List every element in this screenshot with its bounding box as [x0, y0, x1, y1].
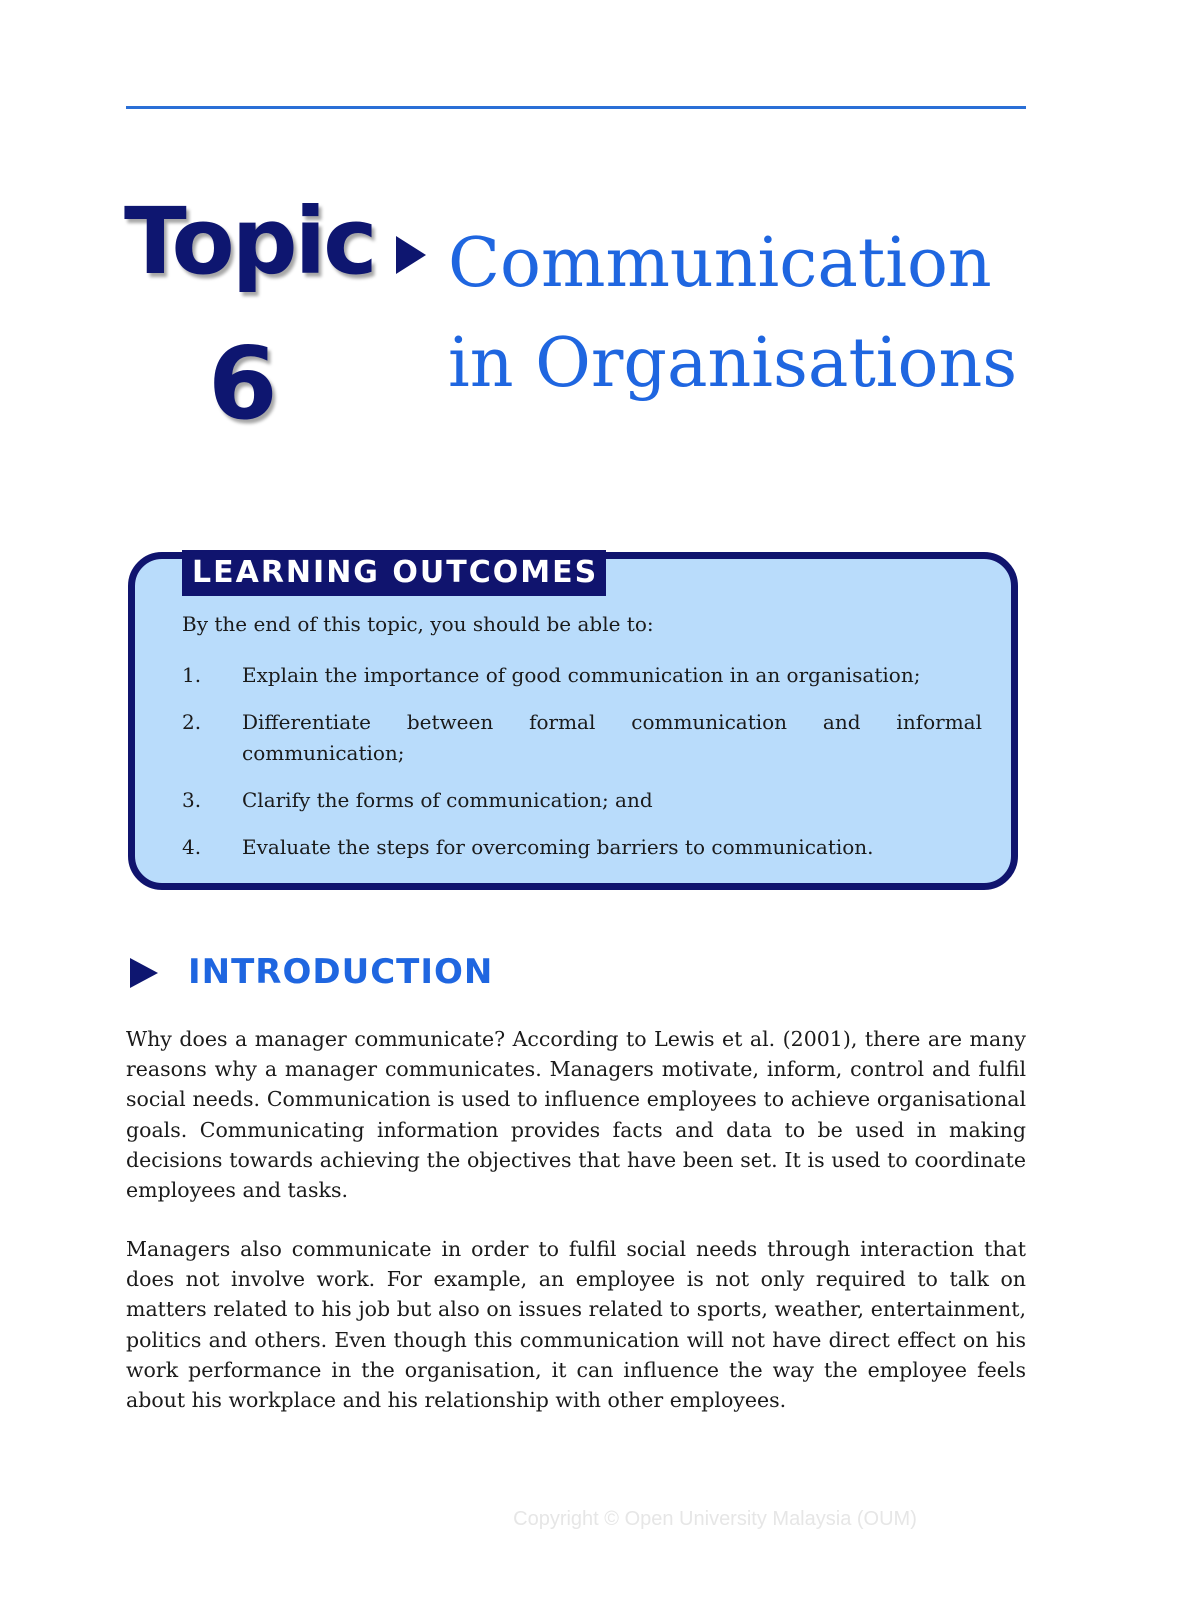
learning-outcome-item — [182, 660, 982, 691]
learning-outcome-number: 2. — [182, 710, 202, 734]
learning-outcome-text: Clarify the forms of communication; and — [242, 788, 653, 812]
header-rule — [126, 106, 1026, 109]
learning-outcome-item — [182, 707, 982, 769]
learning-outcome-item — [182, 832, 982, 863]
learning-outcome-number: 1. — [182, 663, 202, 687]
introduction-heading: INTRODUCTION — [188, 952, 494, 992]
learning-outcomes-header: LEARNING OUTCOMES — [182, 550, 606, 596]
learning-outcome-number: 4. — [182, 835, 202, 859]
topic-label: Topic — [124, 188, 375, 295]
learning-outcomes-list — [182, 660, 982, 879]
learning-outcome-number: 3. — [182, 788, 202, 812]
learning-outcome-text: Evaluate the steps for overcoming barriers to communication. — [242, 835, 874, 859]
copyright-watermark: Copyright © Open University Malaysia (OUM) — [513, 1508, 917, 1530]
introduction-paragraph-1: Why does a manager communicate? According to Lewis et al. (2001), there are many reasons why a manager communicates. Managers motivate, inform, control and fulfil social needs. Communication is used to influence employees to achieve organisational goals. Communicating information provides facts and data to be used in making decisions towards achieving the objectives that have been set. It is used to coordinate employees and tasks. — [126, 1027, 1026, 1203]
learning-outcome-item — [182, 785, 982, 816]
chapter-title-line-2: in Organisations — [448, 324, 1018, 403]
topic-number: 6 — [208, 325, 278, 442]
learning-outcome-text: Explain the importance of good communication in an organisation; — [242, 663, 921, 687]
introduction-paragraph-2: Managers also communicate in order to fulfil social needs through interaction that does not involve work. For example, an employee is not only required to talk on matters related to his job but also on issues related to sports, weather, entertainment, politics and others. Even though this communication will not have direct effect on his work performance in the organisation, it can influence the way the employee feels about his workplace and his relationship with other employees. — [126, 1237, 1026, 1413]
chapter-title — [448, 214, 1188, 414]
learning-outcomes-intro: By the end of this topic, you should be able to: — [182, 612, 654, 636]
section-arrow-icon — [130, 958, 158, 988]
title-arrow-icon — [396, 236, 426, 274]
learning-outcome-text: Differentiate between formal communication and informal communication; — [242, 710, 982, 765]
chapter-title-line-1: Communication — [448, 224, 992, 303]
